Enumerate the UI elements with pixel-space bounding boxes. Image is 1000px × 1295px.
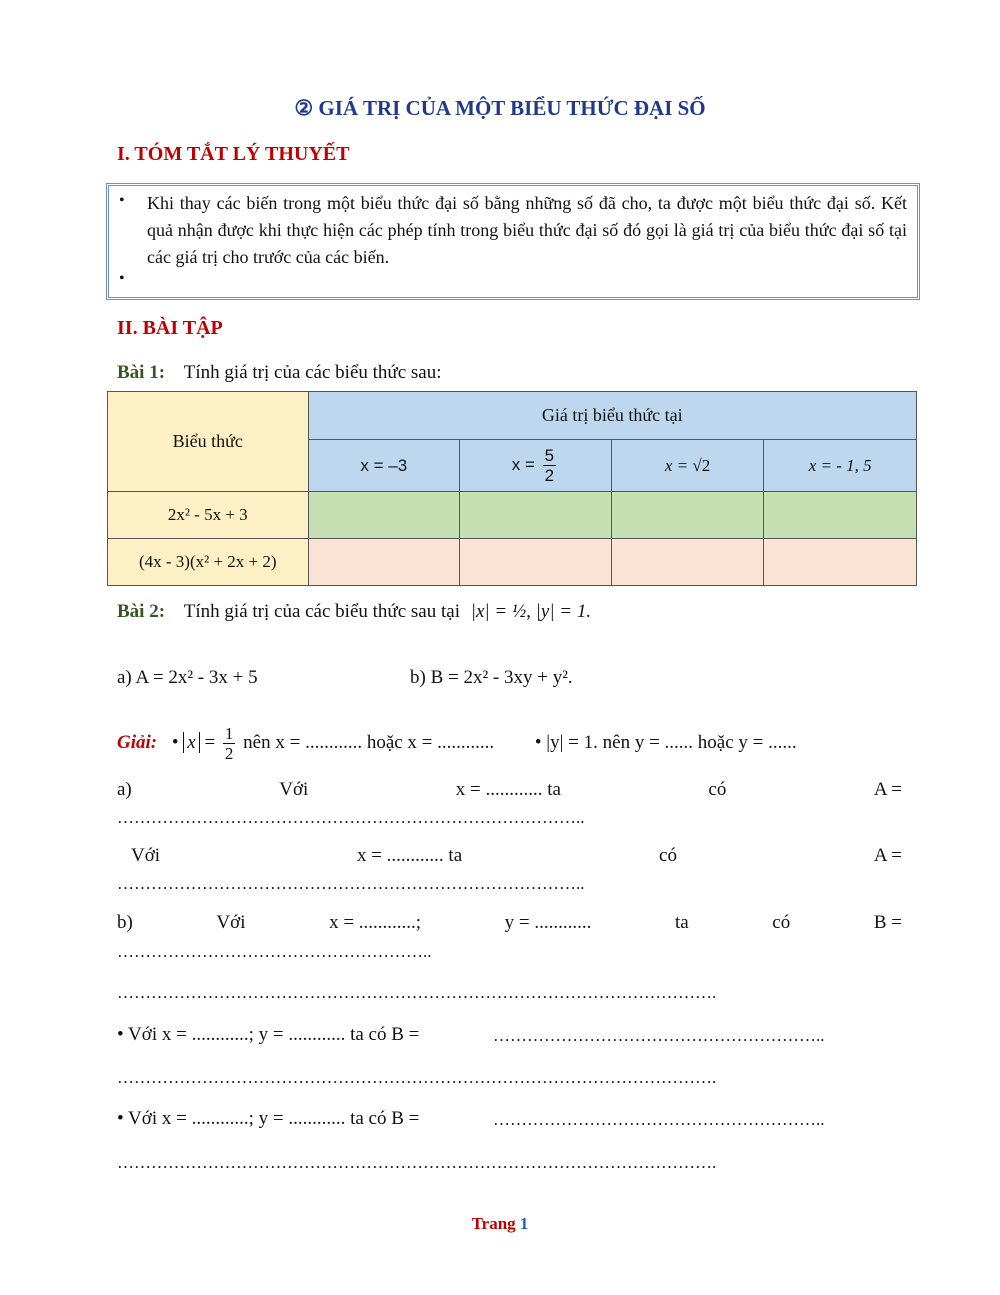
answer-b-dots-5[interactable]: ………………………………………………….. bbox=[493, 1110, 825, 1129]
answer-b-line-3: • Với x = ............; y = ............ ta có B = bbox=[117, 1108, 420, 1129]
answer-a-dots-1[interactable]: ……………………………………………………………………….. bbox=[117, 808, 585, 827]
a-equals: A = bbox=[873, 845, 902, 866]
exercise-2-condition: |x| = ½, |y| = 1. bbox=[470, 601, 592, 622]
cell-r1-c1[interactable] bbox=[308, 492, 460, 539]
exercise-1-text: Tính giá trị của các biểu thức sau: bbox=[183, 362, 442, 383]
expr-row-1: 2x² - 5x + 3 bbox=[108, 492, 309, 539]
exercise-2-part-b: b) B = 2x² - 3xy + y². bbox=[410, 667, 573, 688]
x-blank[interactable]: x = ............ ta bbox=[455, 779, 561, 800]
header-values-group: Giá trị biểu thức tại bbox=[308, 392, 916, 440]
frac-num: 1 bbox=[224, 724, 234, 743]
answer-a-line-1 bbox=[117, 779, 902, 801]
exercise-2-heading bbox=[117, 601, 591, 623]
page-number: 1 bbox=[519, 1214, 529, 1233]
word-ta: ta bbox=[674, 912, 689, 933]
footer-label: Trang bbox=[471, 1214, 516, 1233]
cell-r2-c3[interactable] bbox=[611, 539, 764, 586]
header-x-5-2-label: x = bbox=[511, 454, 535, 474]
a-equals: A = bbox=[873, 779, 902, 800]
cell-r1-c4[interactable] bbox=[764, 492, 917, 539]
header-x-sqrt2-label: x = bbox=[664, 455, 689, 475]
solution-label: Giải: bbox=[117, 731, 158, 753]
section-heading-theory: I. TÓM TẮT LÝ THUYẾT bbox=[117, 143, 350, 165]
frac-den: 2 bbox=[544, 466, 555, 485]
word-voi: Với bbox=[216, 912, 246, 933]
exercise-2-label: Bài 2: bbox=[117, 601, 166, 622]
bullet-icon: • bbox=[119, 192, 125, 209]
cell-r2-c2[interactable] bbox=[460, 539, 612, 586]
page-footer bbox=[0, 1214, 1000, 1234]
sqrt2-value: √2 bbox=[692, 455, 711, 475]
header-x-5-2 bbox=[460, 440, 612, 492]
exercise-1-label: Bài 1: bbox=[117, 362, 166, 383]
answer-b-dots-3[interactable]: ………………………………………………….. bbox=[493, 1026, 825, 1045]
answer-a-dots-2[interactable]: ……………………………………………………………………….. bbox=[117, 874, 585, 893]
word-co: có bbox=[708, 779, 727, 800]
theory-box bbox=[106, 183, 920, 300]
answer-b-dots-2[interactable]: ……………………………………………………………………………………………. bbox=[117, 983, 717, 1002]
frac-num: 5 bbox=[544, 446, 555, 465]
exercise-2-part-a: a) A = 2x² - 3x + 5 bbox=[117, 667, 258, 688]
fraction-5-2 bbox=[543, 446, 556, 485]
section-heading-exercises: II. BÀI TẬP bbox=[117, 317, 223, 339]
answer-b-dots-1[interactable]: ……………………………………………….. bbox=[117, 942, 432, 961]
cell-r1-c2[interactable] bbox=[460, 492, 612, 539]
word-co: có bbox=[659, 845, 677, 866]
header-x-neg3: x = –3 bbox=[308, 440, 460, 492]
expr-row-2: (4x - 3)(x² + 2x + 2) bbox=[108, 539, 309, 586]
word-voi: Với bbox=[131, 845, 161, 866]
solution-abs-x: • x = bbox=[171, 731, 216, 753]
word-voi: Với bbox=[279, 779, 309, 800]
page-title: ② GIÁ TRỊ CỦA MỘT BIỂU THỨC ĐẠI SỐ bbox=[294, 96, 706, 120]
label-b: b) bbox=[117, 912, 133, 933]
solution-x-values: nên x = ............ hoặc x = ............ bbox=[243, 731, 495, 753]
label-a: a) bbox=[117, 779, 132, 800]
cell-r2-c1[interactable] bbox=[308, 539, 460, 586]
cell-r1-c3[interactable] bbox=[611, 492, 764, 539]
fraction-1-2 bbox=[223, 724, 236, 763]
answer-b-line-1 bbox=[117, 912, 902, 934]
cell-r2-c4[interactable] bbox=[764, 539, 917, 586]
value-table bbox=[107, 391, 917, 586]
theory-text: Khi thay các biến trong một biểu thức đại số bằng những số đã cho, ta được một biểu thức đại số. Kết quả nhận được khi thực hiện các phép tính trong biểu thức đại số đó gọi là giá trị của biểu thức đại số tại các giá trị cho trước của các biến. bbox=[147, 193, 907, 267]
answer-b-line-2: • Với x = ............; y = ............ ta có B = bbox=[117, 1024, 420, 1045]
answer-b-dots-4[interactable]: ……………………………………………………………………………………………. bbox=[117, 1068, 717, 1087]
exercise-1-heading bbox=[117, 362, 442, 384]
answer-b-dots-6[interactable]: ……………………………………………………………………………………………. bbox=[117, 1153, 717, 1172]
exercise-2-text: Tính giá trị của các biểu thức sau tại bbox=[183, 601, 460, 622]
bullet-icon-empty: • bbox=[119, 270, 125, 287]
solution-line-1 bbox=[117, 724, 897, 763]
word-co: có bbox=[772, 912, 791, 933]
y-blank[interactable]: y = ............ bbox=[504, 912, 592, 933]
x-blank[interactable]: x = ............; bbox=[329, 912, 422, 933]
x-blank[interactable]: x = ............ ta bbox=[356, 845, 463, 866]
header-x-neg1-5: x = - 1, 5 bbox=[764, 440, 917, 492]
answer-a-line-2 bbox=[131, 845, 902, 867]
header-expression: Biểu thức bbox=[108, 392, 309, 492]
header-x-sqrt2 bbox=[611, 440, 764, 492]
frac-den: 2 bbox=[224, 744, 234, 763]
solution-y-values: • |y| = 1. nên y = ...... hoặc y = ...... bbox=[534, 731, 797, 753]
b-equals: B = bbox=[873, 912, 902, 933]
